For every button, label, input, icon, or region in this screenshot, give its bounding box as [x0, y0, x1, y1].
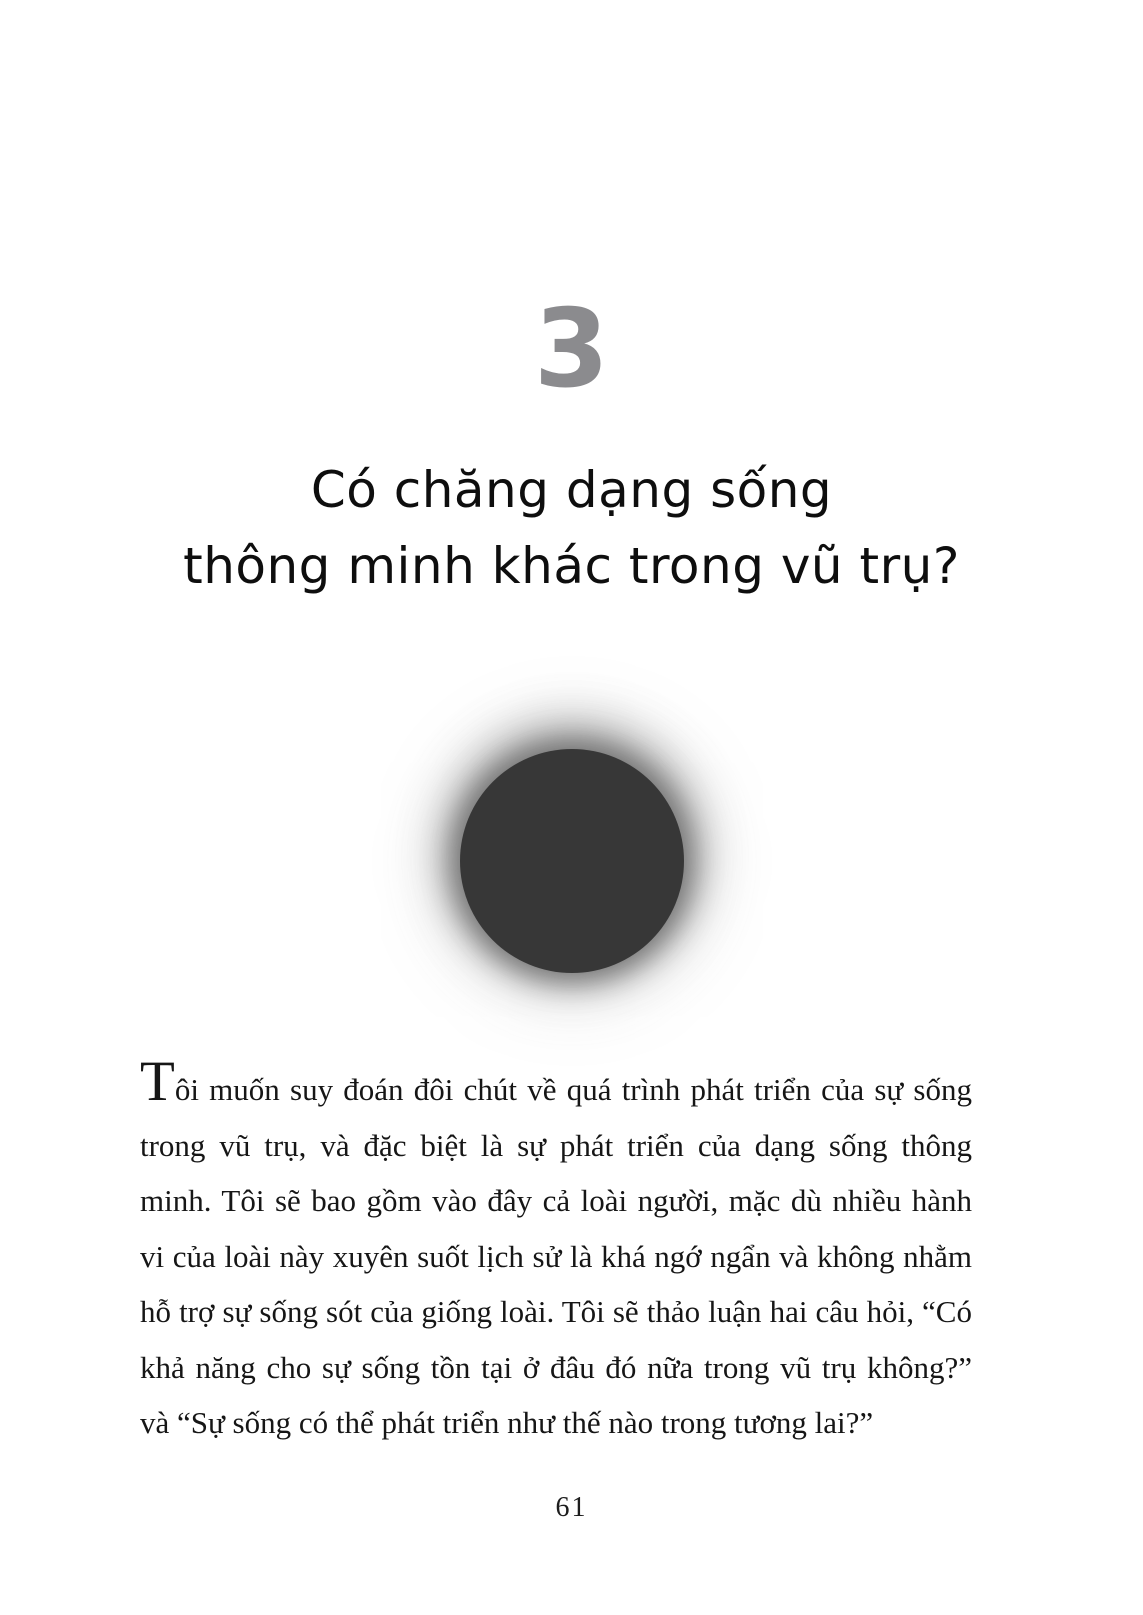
paragraph-line: và “Sự sống có thể phát triển như thế nào trong tương lai?”	[140, 1405, 874, 1440]
paragraph-line: minh. Tôi sẽ bao gồm vào đây cả loài người, mặc dù nhiều hành	[140, 1183, 972, 1218]
eclipse-figure	[460, 749, 684, 973]
paragraph-line: khả năng cho sự sống tồn tại ở đâu đó nữa trong vũ trụ không?”	[140, 1349, 972, 1385]
chapter-title	[0, 452, 1143, 604]
page-number: 61	[555, 1492, 588, 1523]
paragraph-line: vi của loài này xuyên suốt lịch sử là khá ngớ ngẩn và không nhằm	[140, 1238, 972, 1274]
paragraph-line	[140, 1050, 972, 1118]
body-paragraph	[140, 1050, 972, 1451]
paragraph-line: hỗ trợ sự sống sót của giống loài. Tôi sẽ thảo luận hai câu hỏi, “Có	[140, 1294, 972, 1329]
eclipse-black-disk-icon	[460, 749, 684, 973]
chapter-title-line-1: Có chăng dạng sống	[310, 461, 833, 519]
paragraph-line: trong vũ trụ, và đặc biệt là sự phát triển của dạng sống thông	[140, 1127, 972, 1163]
paragraph-line-text: ôi muốn suy đoán đôi chút về quá trình phát triển của sự sống	[174, 1072, 972, 1107]
chapter-number: 3	[533, 287, 610, 412]
chapter-title-line-2: thông minh khác trong vũ trụ?	[183, 537, 960, 595]
initial-drop-cap: T	[140, 1050, 175, 1113]
